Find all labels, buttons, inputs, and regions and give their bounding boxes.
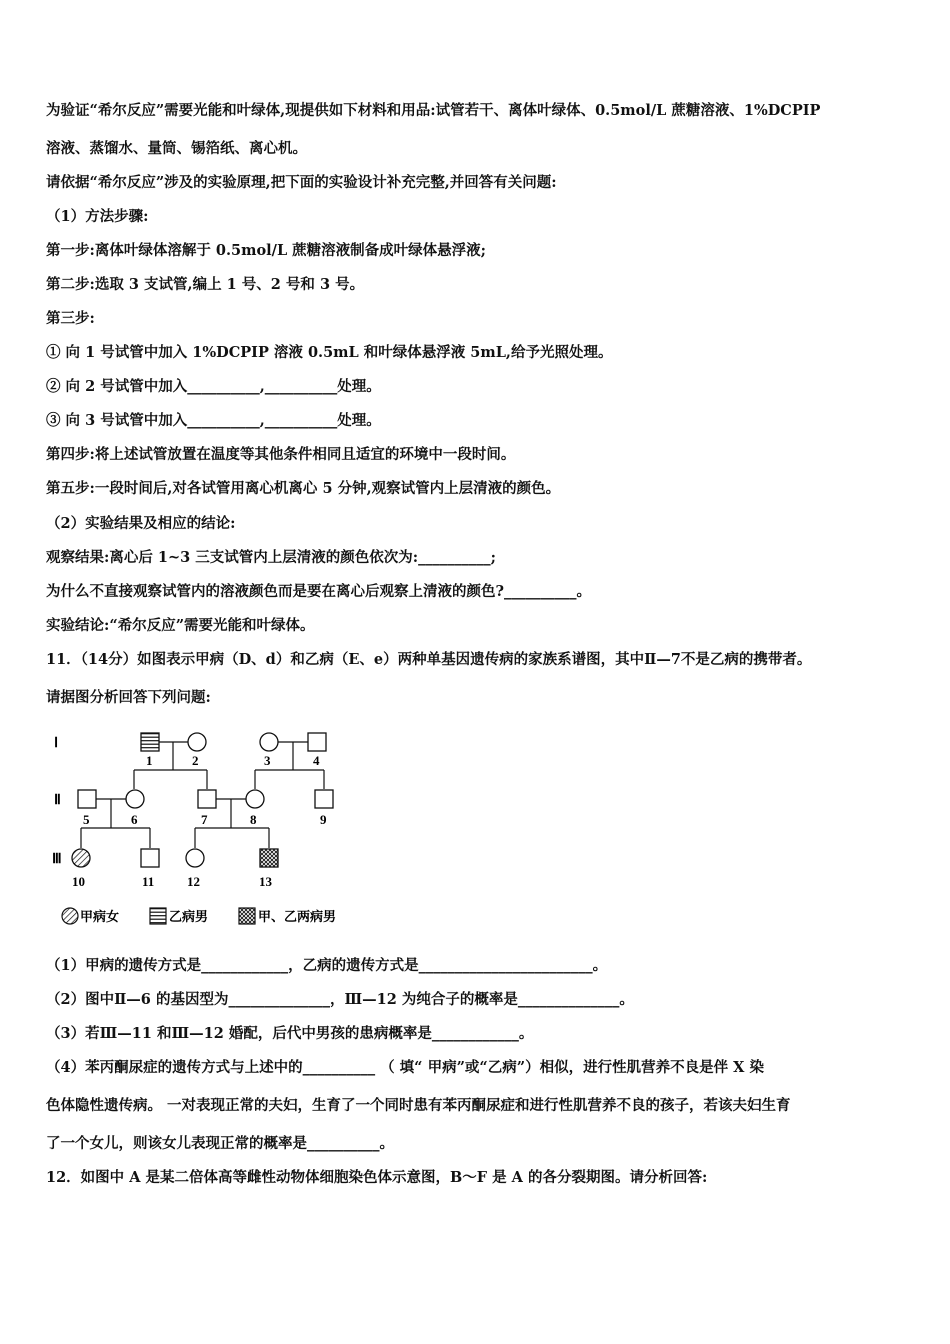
step-5: 第五步:一段时间后,对各试管用离心机离心 5 分钟,观察试管内上层清液的颜色。	[46, 480, 561, 497]
legend-both-male-label: 甲、乙两病男	[258, 909, 337, 924]
individual-id: 7	[201, 812, 208, 827]
individual-id: 3	[264, 753, 271, 768]
why-question: 为什么不直接观察试管内的溶液颜色而是要在离心后观察上清液的颜色?__________。	[46, 583, 591, 600]
instruction: 请依据“希尔反应”涉及的实验原理,把下面的实验设计补充完整,并回答有关问题:	[46, 174, 557, 191]
pedigree-chart	[46, 722, 376, 936]
individual-id: 10	[72, 874, 85, 889]
individual-iii13-male-jia-yi	[260, 849, 278, 867]
conclusion: 实验结论:“希尔反应”需要光能和叶绿体。	[46, 617, 315, 634]
individual-id: 11	[142, 874, 155, 889]
legend-jia-female-label: 甲病女	[80, 909, 120, 924]
individual-i4-male	[308, 733, 326, 751]
observe-result: 观察结果:离心后 1~3 三支试管内上层清液的颜色依次为:__________;	[46, 549, 496, 566]
method-heading: （1）方法步骤:	[46, 208, 149, 225]
legend-jia-female-icon	[62, 908, 78, 924]
step-3-c: ③ 向 3 号试管中加入__________,__________处理。	[46, 412, 381, 429]
individual-id: 9	[320, 812, 327, 827]
q11-sub-3: （3）若Ⅲ—11 和Ⅲ—12 婚配，后代中男孩的患病概率是____________。	[46, 1025, 534, 1042]
generation-label: Ⅰ	[54, 736, 59, 751]
result-heading: （2）实验结果及相应的结论:	[46, 515, 236, 532]
intro-line-1: 为验证“希尔反应”需要光能和叶绿体,现提供如下材料和用品:试管若干、离体叶绿体、0.5mol/L 蔗糖溶液、1%DCPIP	[46, 102, 821, 119]
individual-id: 5	[83, 812, 90, 827]
step-3: 第三步:	[46, 310, 95, 327]
q11-sub-4-line-2: 色体隐性遗传病。 一对表现正常的夫妇，生育了一个同时患有苯丙酮尿症和进行性肌营养不良的孩子，若该夫妇生育	[46, 1097, 791, 1114]
individual-ii6-female	[126, 790, 144, 808]
individual-id: 8	[250, 812, 257, 827]
individual-id: 4	[313, 753, 320, 768]
generation-label: Ⅱ	[54, 793, 61, 808]
q11-prompt: 请据图分析回答下列问题:	[46, 689, 211, 706]
individual-i2-female	[188, 733, 206, 751]
q11-sub-4-line-1: （4）苯丙酮尿症的遗传方式与上述中的__________ （ 填“ 甲病”或“乙病”）相似，进行性肌营养不良是伴 X 染	[46, 1059, 764, 1076]
individual-id: 1	[146, 753, 153, 768]
q11-title: 11．（14分）如图表示甲病（D、d）和乙病（E、e）两种单基因遗传病的家族系谱图，其中Ⅱ—7不是乙病的携带者。	[46, 651, 812, 668]
step-1: 第一步:离体叶绿体溶解于 0.5mol/L 蔗糖溶液制备成叶绿体悬浮液;	[46, 242, 487, 259]
q11-sub-2: （2）图中Ⅱ—6 的基因型为______________，Ⅲ—12 为纯合子的概率是______________。	[46, 991, 634, 1008]
individual-iii12-female	[186, 849, 204, 867]
step-4: 第四步:将上述试管放置在温度等其他条件相同且适宜的环境中一段时间。	[46, 446, 516, 463]
individual-id: 12	[187, 874, 200, 889]
legend-yi-male-label: 乙病男	[169, 909, 209, 924]
individual-ii5-male	[78, 790, 96, 808]
legend-yi-male-icon	[150, 908, 166, 924]
individual-i1-male-yi	[141, 733, 159, 751]
step-2: 第二步:选取 3 支试管,编上 1 号、2 号和 3 号。	[46, 276, 365, 293]
legend-both-male-icon	[239, 908, 255, 924]
q12-title: 12．如图中 A 是某二倍体高等雌性动物体细胞染色体示意图，B～F 是 A 的各分裂期图。请分析回答:	[46, 1169, 708, 1186]
individual-ii9-male	[315, 790, 333, 808]
q11-sub-4-line-3: 了一个女儿，则该女儿表现正常的概率是__________。	[46, 1135, 394, 1152]
individual-iii10-female-jia	[72, 849, 90, 867]
individual-ii7-male	[198, 790, 216, 808]
individual-iii11-male	[141, 849, 159, 867]
step-3-a: ① 向 1 号试管中加入 1%DCPIP 溶液 0.5mL 和叶绿体悬浮液 5mL,给予光照处理。	[46, 344, 613, 361]
q11-sub-1: （1）甲病的遗传方式是____________，乙病的遗传方式是________________________。	[46, 957, 608, 974]
intro-line-2: 溶液、蒸馏水、量筒、锡箔纸、离心机。	[46, 140, 307, 157]
step-3-b: ② 向 2 号试管中加入__________,__________处理。	[46, 378, 381, 395]
individual-i3-female	[260, 733, 278, 751]
individual-id: 13	[259, 874, 272, 889]
individual-ii8-female	[246, 790, 264, 808]
individual-id: 2	[192, 753, 199, 768]
individual-id: 6	[131, 812, 138, 827]
generation-label: Ⅲ	[52, 852, 62, 867]
